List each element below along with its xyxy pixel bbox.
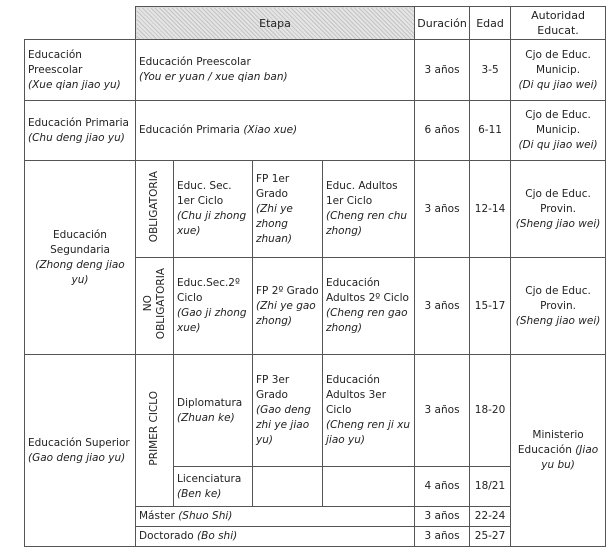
duration-cell: 3 años bbox=[415, 161, 470, 258]
duration-cell: 3 años bbox=[415, 527, 470, 547]
stage-primaria bbox=[25, 101, 136, 161]
authority-line: Provin. bbox=[540, 202, 576, 215]
obligatoria-label-cell bbox=[136, 161, 174, 258]
authority-pinyin: (Jiao yu bu) bbox=[541, 444, 599, 471]
detail-licenciatura bbox=[174, 467, 253, 507]
detail-label: Diplomatura bbox=[177, 396, 243, 409]
age-cell: 22-24 bbox=[470, 507, 511, 527]
detail-diplomatura bbox=[174, 355, 253, 467]
detail-primaria bbox=[136, 101, 415, 161]
detail-label: FP 1er Grado bbox=[256, 172, 290, 200]
detail-pinyin: (Cheng ren ji xu jiao yu) bbox=[326, 419, 411, 446]
header-edad: Edad bbox=[470, 7, 511, 40]
age-cell: 6-11 bbox=[470, 101, 511, 161]
no-obligatoria-label-cell bbox=[136, 258, 174, 355]
authority-cell bbox=[511, 161, 606, 258]
detail-pinyin: (You er yuan / xue qian ban) bbox=[139, 71, 288, 83]
header-row bbox=[25, 7, 606, 40]
education-system-table bbox=[24, 6, 606, 547]
header-autoridad: Autoridad Educat. bbox=[511, 7, 606, 40]
authority-pinyin: (Di qu jiao wei) bbox=[518, 139, 598, 151]
duration-cell: 6 años bbox=[415, 101, 470, 161]
authority-line: Provin. bbox=[540, 299, 576, 312]
label-line: NO bbox=[141, 295, 154, 312]
detail-pinyin: (Chu ji zhong xue) bbox=[177, 210, 247, 237]
authority-pinyin: (Sheng jiao wei) bbox=[515, 217, 601, 230]
detail-label: Educ.Sec.2º Ciclo bbox=[177, 277, 240, 304]
header-etapa: Etapa bbox=[136, 7, 415, 40]
authority-pinyin: (Sheng jiao wei) bbox=[515, 314, 601, 327]
detail-fp1 bbox=[253, 161, 323, 258]
detail-label: Educ. Sec. 1er Ciclo bbox=[177, 180, 232, 207]
primer-ciclo-label-cell bbox=[136, 355, 174, 507]
stage-secundaria bbox=[25, 161, 136, 355]
stage-preescolar bbox=[25, 40, 136, 101]
duration-cell: 3 años bbox=[415, 40, 470, 101]
authority-text: Educación bbox=[517, 444, 576, 456]
stage-label: Segundaria bbox=[50, 243, 110, 256]
detail-pinyin: (Shuo Shi) bbox=[178, 510, 233, 522]
authority-line: Cjo de Educ. bbox=[525, 109, 591, 121]
detail-doctorado bbox=[136, 527, 415, 547]
detail-adultos2 bbox=[323, 258, 415, 355]
row-primaria bbox=[25, 101, 606, 161]
no-obligatoria-label bbox=[142, 268, 168, 339]
stage-label: Educación Primaria bbox=[28, 116, 129, 129]
authority-cell bbox=[511, 258, 606, 355]
duration-cell: 4 años bbox=[415, 467, 470, 507]
age-cell: 18-20 bbox=[470, 355, 511, 467]
detail-pinyin: (Xiao xue) bbox=[243, 124, 298, 136]
detail-label: Educ. Adultos 1er Ciclo bbox=[326, 180, 398, 207]
authority-cell bbox=[511, 40, 606, 101]
stage-label: Educación bbox=[53, 228, 107, 241]
detail-pinyin: (Cheng ren chu zhong) bbox=[326, 210, 408, 237]
detail-pinyin: (Bo shi) bbox=[197, 530, 238, 542]
stage-pinyin: (Gao deng jiao yu) bbox=[28, 451, 126, 464]
row-preescolar bbox=[25, 40, 606, 101]
row-secundaria-obligatoria bbox=[25, 161, 606, 258]
detail-label: Licenciatura bbox=[177, 472, 242, 485]
authority-pinyin: (Di qu jiao wei) bbox=[518, 78, 598, 91]
detail-label: Educación Primaria bbox=[139, 124, 244, 136]
duration-cell: 3 años bbox=[415, 258, 470, 355]
detail-pinyin: (Gao ji zhong xue) bbox=[177, 307, 247, 334]
stage-superior bbox=[25, 355, 136, 547]
authority-line: Municip. bbox=[536, 63, 581, 76]
row-diplomatura bbox=[25, 355, 606, 467]
detail-pinyin: (Cheng ren gao zhong) bbox=[326, 307, 408, 334]
detail-preescolar bbox=[136, 40, 415, 101]
age-cell: 18/21 bbox=[470, 467, 511, 507]
detail-adultos1 bbox=[323, 161, 415, 258]
authority-line: Cjo de Educ. bbox=[525, 48, 591, 61]
detail-pinyin: (Zhuan ke) bbox=[177, 411, 235, 424]
age-cell: 25-27 bbox=[470, 527, 511, 547]
detail-label: Educación Adultos 2º Ciclo bbox=[326, 277, 409, 304]
detail-label: FP 3er Grado bbox=[256, 374, 290, 401]
detail-sec-ciclo2 bbox=[174, 258, 253, 355]
empty-cell bbox=[253, 467, 323, 507]
detail-master bbox=[136, 507, 415, 527]
detail-label: Educación Preescolar bbox=[139, 56, 251, 68]
authority-line: Cjo de Educ. bbox=[525, 187, 591, 200]
stage-label: Educación Preescolar bbox=[28, 48, 83, 76]
age-cell: 3-5 bbox=[470, 40, 511, 101]
header-blank-cell bbox=[25, 7, 136, 40]
detail-pinyin: (Ben ke) bbox=[177, 487, 222, 500]
authority-line bbox=[514, 443, 602, 473]
authority-line: Municip. bbox=[536, 124, 581, 136]
duration-cell: 3 años bbox=[415, 355, 470, 467]
authority-line: Cjo de Educ. bbox=[525, 284, 591, 297]
stage-label: Educación Superior bbox=[28, 436, 130, 449]
label-line: OBLIGATORIA bbox=[154, 267, 167, 340]
detail-adultos3 bbox=[323, 355, 415, 467]
stage-pinyin: (Zhong deng jiao yu) bbox=[35, 258, 125, 286]
obligatoria-label: OBLIGATORIA bbox=[148, 170, 160, 243]
detail-label: Educación Adultos 3er Ciclo bbox=[326, 374, 387, 416]
detail-sec-ciclo1 bbox=[174, 161, 253, 258]
header-duracion: Duración bbox=[415, 7, 470, 40]
authority-cell-superior bbox=[511, 355, 606, 547]
detail-fp3 bbox=[253, 355, 323, 467]
empty-cell bbox=[323, 467, 415, 507]
authority-cell bbox=[511, 101, 606, 161]
authority-line: Ministerio bbox=[532, 429, 584, 441]
stage-pinyin: (Chu deng jiao yu) bbox=[28, 131, 125, 144]
detail-label: Máster bbox=[139, 510, 179, 522]
primer-ciclo-label: PRIMER CICLO bbox=[148, 390, 160, 466]
age-cell: 12-14 bbox=[470, 161, 511, 258]
detail-pinyin: (Zhi ye zhong zhuan) bbox=[256, 202, 293, 245]
duration-cell: 3 años bbox=[415, 507, 470, 527]
age-cell: 15-17 bbox=[470, 258, 511, 355]
stage-pinyin: (Xue qian jiao yu) bbox=[28, 78, 121, 91]
detail-fp2 bbox=[253, 258, 323, 355]
detail-label: Doctorado bbox=[139, 530, 198, 542]
detail-pinyin: (Gao deng zhi ye jiao yu) bbox=[256, 404, 311, 446]
detail-pinyin: (Zhi ye gao zhong) bbox=[256, 299, 316, 327]
detail-label: FP 2º Grado bbox=[256, 284, 319, 297]
